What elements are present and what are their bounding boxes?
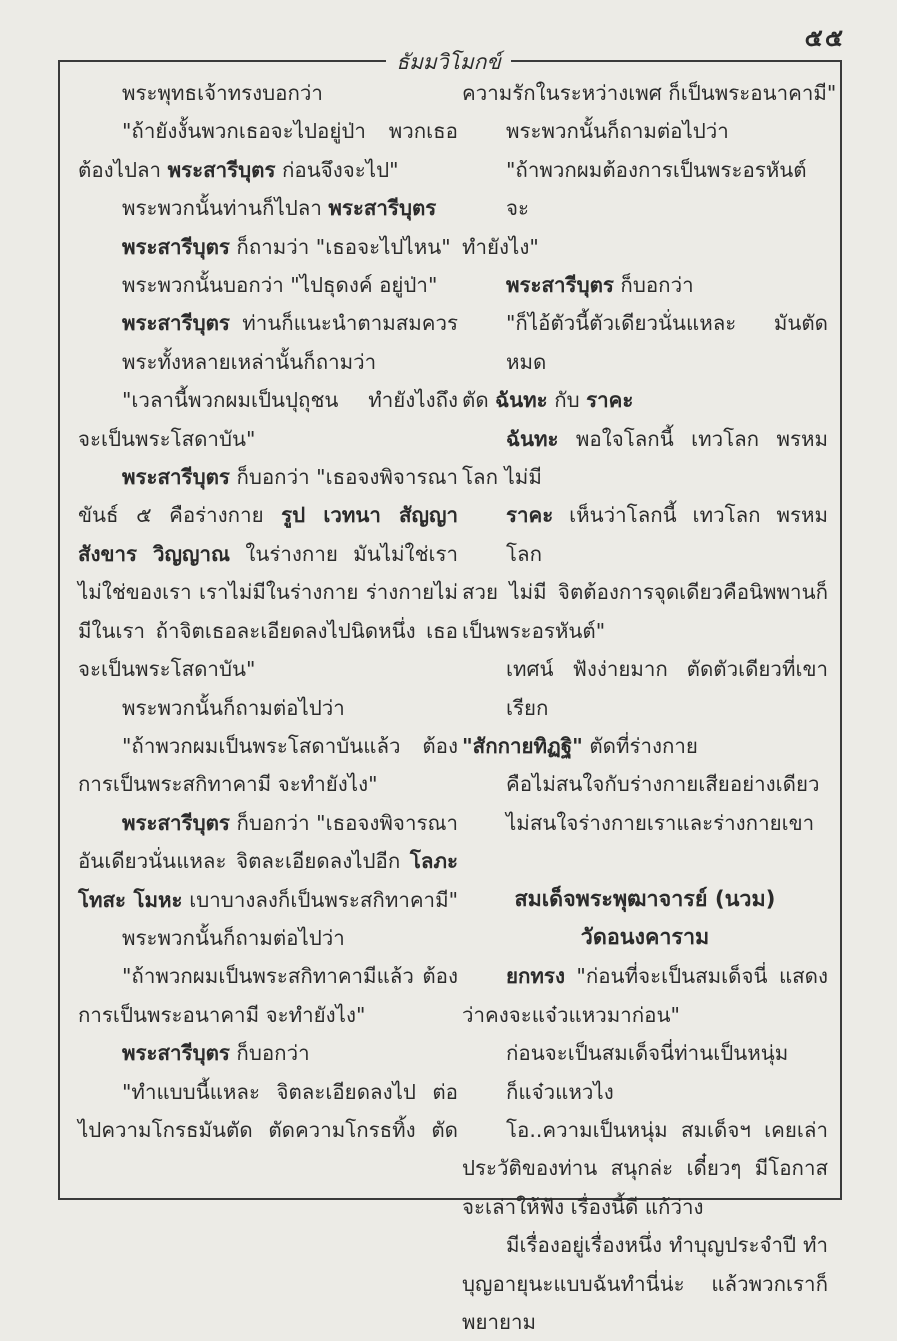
bold-term: วัดอนงคาราม <box>580 924 710 950</box>
text-run: กับ <box>547 388 587 413</box>
text-run: การเป็นพระอนาคามี จะทำยังไง" <box>78 1002 366 1027</box>
text-run: การเป็นพระสกิทาคามี จะทำยังไง" <box>78 772 378 797</box>
text-line <box>462 1188 828 1226</box>
bold-term: พระสารีบุตร <box>328 196 437 221</box>
right-column <box>462 74 837 1341</box>
text-line <box>462 420 828 458</box>
text-line <box>78 496 458 534</box>
text-run: ในร่างกาย มันไม่ใช่เรา <box>230 541 459 566</box>
text-run: เทศน์ ฟังง่ายมาก ตัดตัวเดียวที่เขาเรียก <box>506 657 828 720</box>
text-line <box>462 612 828 650</box>
text-run: พระพวกนั้นก็ถามต่อไปว่า <box>506 119 729 144</box>
bold-term: พระสารีบุตร <box>122 810 230 835</box>
text-run: จะเล่าให้ฟัง เรื่องนี้ดี แก้ว่าง <box>462 1194 704 1219</box>
text-run: "ทำแบบนี้แหละ จิตละเอียดลงไป ต่อ <box>122 1079 458 1104</box>
text-run: จะเป็นพระโสดาบัน" <box>78 657 256 682</box>
text-run: โอ..ความเป็นหนุ่ม สมเด็จฯ เคยเล่า <box>506 1117 828 1142</box>
text-run: ก็ถามว่า "เธอจะไปไหน" <box>229 234 451 259</box>
text-line <box>78 189 458 227</box>
text-line <box>78 804 458 842</box>
text-line <box>462 1226 828 1264</box>
text-line <box>462 650 828 727</box>
text-run: ก่อนจึงจะไป" <box>275 157 399 182</box>
text-run: ทำยังไง" <box>462 234 539 259</box>
text-line <box>78 957 458 995</box>
running-title: ธัมมวิโมกข์ <box>386 50 511 74</box>
text-line <box>78 1034 458 1072</box>
text-line <box>78 650 458 688</box>
bold-term: รูป เวทนา สัญญา <box>281 503 458 528</box>
text-line <box>78 919 458 957</box>
text-run: "ถ้าพวกผมต้องการเป็นพระอรหันต์ จะ <box>506 157 807 221</box>
text-run: พระพวกนั้นบอกว่า "ไปธุดงค์ อยู่ป่า" <box>122 273 438 298</box>
text-run: ว่าคงจะแจ๋วแหวมาก่อน" <box>462 1002 680 1027</box>
text-run: พระพวกนั้นท่านก็ไปลา <box>122 196 329 221</box>
text-line <box>78 573 458 611</box>
text-run: ต้องไปลา <box>78 157 168 182</box>
text-line <box>462 1265 828 1341</box>
text-run: "ก็ไอ้ตัวนี้ตัวเดียวนั่นแหละ มันตัดหมด <box>506 311 828 374</box>
text-line <box>78 381 458 419</box>
text-line <box>462 765 828 803</box>
text-run: พอใจโลกนี้ เทวโลก พรหม <box>558 426 828 451</box>
text-run: ก็บอกว่า <box>613 273 694 298</box>
text-run: "ถ้าพวกผมเป็นพระโสดาบันแล้ว ต้อง <box>122 733 458 758</box>
bold-term: "สักกายทิฏฐิ" <box>462 733 583 758</box>
bold-term: พระสารีบุตร <box>167 157 276 182</box>
text-run: มีในเรา ถ้าจิตเธอละเอียดลงไปนิดหนึ่ง เธอ <box>78 618 458 643</box>
text-run: ไปความโกรธมันตัด ตัดความโกรธทิ้ง ตัด <box>78 1117 458 1142</box>
text-line <box>78 689 458 727</box>
bold-term: ราคะ <box>586 388 634 413</box>
bold-term: พระสารีบุตร <box>122 1041 230 1066</box>
text-line <box>462 74 837 112</box>
text-line <box>78 727 458 765</box>
page-number: ๕๕ <box>804 24 845 52</box>
text-run: ประวัติของท่าน สนุกล่ะ เดี๋ยวๆ มีโอกาส <box>462 1156 828 1181</box>
text-line <box>78 881 458 919</box>
text-line <box>462 996 828 1034</box>
bold-term: โลภะ <box>409 849 458 874</box>
text-run: เป็นพระอรหันต์" <box>462 618 606 643</box>
text-line <box>78 420 458 458</box>
text-line <box>462 1034 828 1072</box>
bold-term: พระสารีบุตร <box>506 273 614 298</box>
text-run: "เวลานี้พวกผมเป็นปุถุชน ทำยังไงถึง <box>122 388 458 413</box>
text-line <box>462 804 828 842</box>
text-line <box>78 842 458 880</box>
text-run: จะเป็นพระโสดาบัน" <box>78 426 256 451</box>
text-line <box>462 458 828 496</box>
text-line <box>462 573 828 611</box>
bold-term: โทสะ โมหะ <box>78 887 183 912</box>
text-run: พระพวกนั้นก็ถามต่อไปว่า <box>122 695 345 720</box>
text-run: "ก่อนที่จะเป็นสมเด็จนี่ แสดง <box>564 964 828 989</box>
section-heading <box>462 881 828 919</box>
text-line <box>78 765 458 803</box>
text-line <box>78 612 458 650</box>
text-run: "ถ้าพวกผมเป็นพระสกิทาคามีแล้ว ต้อง <box>122 964 458 989</box>
text-run: ก็แจ๋วแหวไง <box>506 1079 614 1104</box>
text-line <box>78 343 458 381</box>
text-run: คือไม่สนใจกับร่างกายเสียอย่างเดียว <box>506 772 820 797</box>
text-line <box>462 1149 828 1187</box>
bold-term: ยกทรง <box>506 964 565 989</box>
text-line <box>78 74 458 112</box>
text-line <box>462 1111 828 1149</box>
text-run: ไม่สนใจร่างกายเราและร่างกายเขา <box>506 810 815 835</box>
bold-term: สมเด็จพระพุฒาจารย์ (นวม) <box>514 886 776 912</box>
text-line <box>462 381 828 419</box>
text-line <box>462 727 828 765</box>
left-column <box>78 74 458 1149</box>
text-run: ก็บอกว่า "เธอจงพิจารณา <box>229 810 458 835</box>
bold-term: พระสารีบุตร <box>122 234 230 259</box>
text-run: เบาบางลงก็เป็นพระสกิทาคามี" <box>182 887 459 912</box>
text-run: โลก ไม่มี <box>462 465 542 490</box>
text-line <box>78 1111 458 1149</box>
bold-term: พระสารีบุตร <box>122 465 230 490</box>
bold-term: ฉันทะ <box>506 426 559 451</box>
text-line <box>462 112 828 150</box>
text-line <box>78 112 458 150</box>
text-run: อันเดียวนั่นแหละ จิตละเอียดลงไปอีก <box>78 849 410 874</box>
text-run: มีเรื่องอยู่เรื่องหนึ่ง ทำบุญประจำปี ทำ <box>506 1233 828 1258</box>
text-line <box>78 1073 458 1111</box>
text-line <box>462 266 828 304</box>
text-run: เห็นว่าโลกนี้ เทวโลก พรหมโลก <box>506 503 828 566</box>
text-run: ตัด <box>462 388 496 413</box>
text-line <box>462 151 828 228</box>
text-run: พระทั้งหลายเหล่านั้นก็ถามว่า <box>122 349 377 374</box>
text-run: ไม่ใช่ของเรา เราไม่มีในร่างกาย ร่างกายไม่ <box>78 580 458 605</box>
paragraph-gap <box>462 842 828 880</box>
text-line <box>78 304 458 342</box>
bold-term: ราคะ <box>506 503 554 528</box>
text-run: ก่อนจะเป็นสมเด็จนี่ท่านเป็นหนุ่ม <box>506 1041 789 1066</box>
text-line <box>78 535 458 573</box>
text-run: บุญอายุนะแบบฉันทำนี่น่ะ แล้วพวกเราก็พยายาม <box>462 1271 828 1334</box>
text-run: ความรักในระหว่างเพศ ก็เป็นพระอนาคามี" <box>462 81 837 105</box>
text-run: ก็บอกว่า <box>229 1041 310 1066</box>
text-run: ตัดที่ร่างกาย <box>582 733 698 758</box>
text-run: ท่านก็แนะนำตามสมควร <box>229 311 458 336</box>
text-run: "ถ้ายังงั้นพวกเธอจะไปอยู่ป่า พวกเธอ <box>122 119 458 144</box>
text-line <box>462 1073 828 1111</box>
text-line <box>462 957 828 995</box>
text-line <box>462 304 828 381</box>
text-line <box>78 266 458 304</box>
text-line <box>78 996 458 1034</box>
bold-term: สังขาร วิญญาณ <box>78 541 231 566</box>
text-line <box>78 151 458 189</box>
text-line <box>462 496 828 573</box>
text-run: พระพวกนั้นก็ถามต่อไปว่า <box>122 925 345 950</box>
bold-term: พระสารีบุตร <box>122 311 230 336</box>
text-run: ขันธ์ ๕ คือร่างกาย <box>78 503 282 528</box>
bold-term: ฉันทะ <box>495 388 548 413</box>
text-line <box>462 228 828 266</box>
text-line <box>78 228 458 266</box>
text-run: พระพุทธเจ้าทรงบอกว่า <box>122 81 323 105</box>
text-run: ก็บอกว่า "เธอจงพิจารณา <box>229 465 458 490</box>
text-run: สวย ไม่มี จิตต้องการจุดเดียวคือนิพพานก็ <box>462 580 828 605</box>
text-line <box>78 458 458 496</box>
section-heading <box>462 919 828 957</box>
